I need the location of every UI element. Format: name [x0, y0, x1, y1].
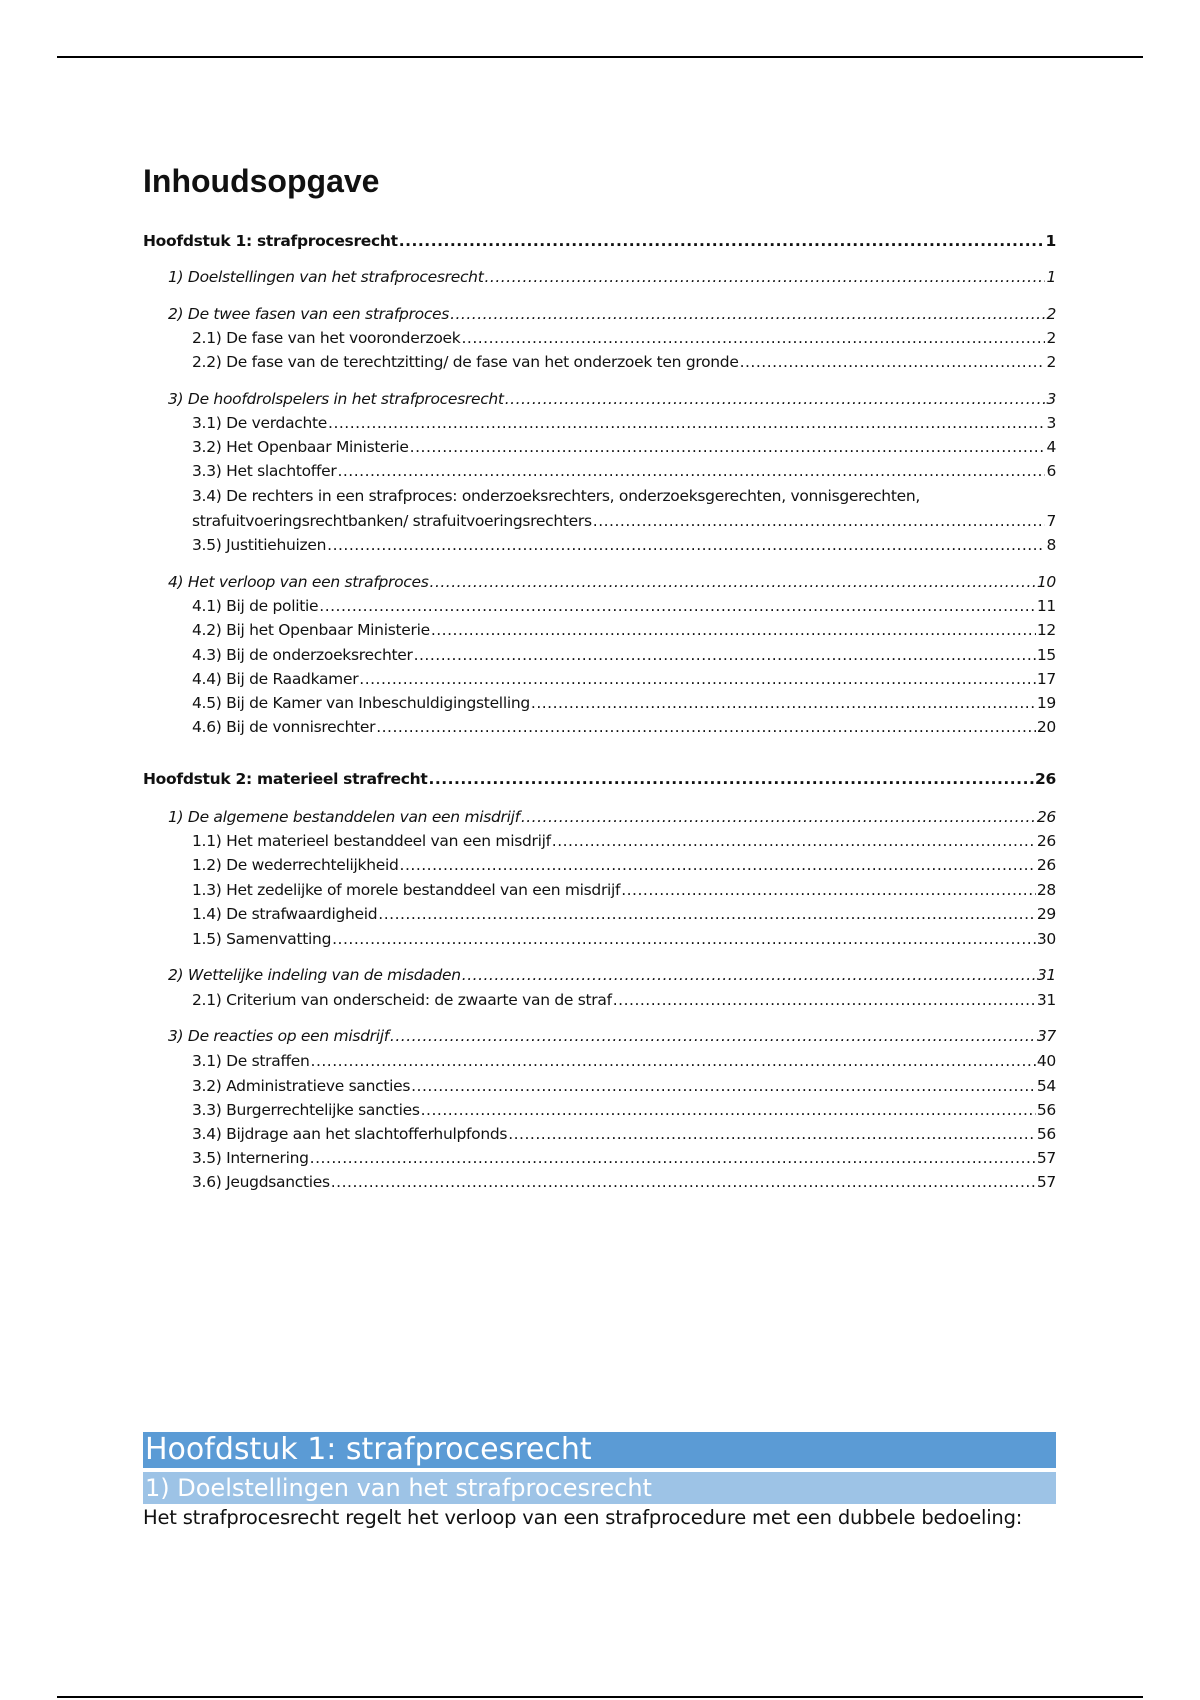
- toc-entry[interactable]: 3.5) Internering ..... 57: [143, 1149, 1056, 1167]
- header-rule: [57, 56, 1143, 58]
- toc-entry[interactable]: 2) Wettelijke indeling van de misdaden ..... 31: [143, 966, 1056, 984]
- toc-entry[interactable]: 3.5) Justitiehuizen ..... 8: [143, 536, 1056, 554]
- toc-entry[interactable]: 3) De reacties op een misdrijf ..... 37: [143, 1027, 1056, 1045]
- toc-entry[interactable]: 3.3) Burgerrechtelijke sancties ..... 56: [143, 1101, 1056, 1119]
- toc-entry[interactable]: strafuitvoeringsrechtbanken/ strafuitvoeringsrechters ..... 7: [143, 512, 1056, 530]
- toc-entry[interactable]: 2.1) Criterium van onderscheid: de zwaarte van de straf ..... 31: [143, 991, 1056, 1009]
- section-heading: 1) Doelstellingen van het strafprocesrecht: [143, 1472, 1056, 1504]
- toc-entry[interactable]: 3) De hoofdrolspelers in het strafprocesrecht ..... 3: [143, 390, 1056, 408]
- toc-entry[interactable]: 1.3) Het zedelijke of morele bestanddeel van een misdrijf ..... 28: [143, 881, 1056, 899]
- toc-entry-chapter-1[interactable]: Hoofdstuk 1: strafprocesrecht ..... 1: [143, 232, 1056, 250]
- toc-entry[interactable]: 3.2) Administratieve sancties ..... 54: [143, 1077, 1056, 1095]
- toc-entry[interactable]: 3.1) De verdachte ..... 3: [143, 414, 1056, 432]
- toc-entry[interactable]: 1) Doelstellingen van het strafprocesrecht ..... 1: [143, 268, 1056, 286]
- toc-entry[interactable]: 2.1) De fase van het vooronderzoek ..... 2: [143, 329, 1056, 347]
- toc-entry[interactable]: 4.3) Bij de onderzoeksrechter ..... 15: [143, 646, 1056, 664]
- toc-entry[interactable]: 3.1) De straffen ..... 40: [143, 1052, 1056, 1070]
- toc-entry[interactable]: 1.2) De wederrechtelijkheid ..... 26: [143, 856, 1056, 874]
- toc-entry[interactable]: 3.3) Het slachtoffer ..... 6: [143, 462, 1056, 480]
- toc-entry[interactable]: 2.2) De fase van de terechtzitting/ de fase van het onderzoek ten gronde ..... 2: [143, 353, 1056, 371]
- toc-entry[interactable]: 3.2) Het Openbaar Ministerie ..... 4: [143, 438, 1056, 456]
- toc-entry[interactable]: 4.1) Bij de politie ..... 11: [143, 597, 1056, 615]
- toc-entry[interactable]: 1.1) Het materieel bestanddeel van een misdrijf ..... 26: [143, 832, 1056, 850]
- toc-entry[interactable]: 1) De algemene bestanddelen van een misdrijf ..... 26: [143, 808, 1056, 826]
- toc-entry[interactable]: 4.5) Bij de Kamer van Inbeschuldigingstelling ..... 19: [143, 694, 1056, 712]
- toc-entry[interactable]: 4.2) Bij het Openbaar Ministerie ..... 12: [143, 621, 1056, 639]
- toc-entry[interactable]: 4.6) Bij de vonnisrechter ..... 20: [143, 718, 1056, 736]
- toc-title: Inhoudsopgave: [143, 163, 380, 199]
- toc-entry[interactable]: 3.4) Bijdrage aan het slachtofferhulpfonds ..... 56: [143, 1125, 1056, 1143]
- toc-entry[interactable]: 2) De twee fasen van een strafproces ..... 2: [143, 305, 1056, 323]
- toc-entry-first-line[interactable]: 3.4) De rechters in een strafproces: onderzoeksrechters, onderzoeksgerechten, vonnisgerechten,: [192, 487, 920, 505]
- toc-entry[interactable]: 3.6) Jeugdsancties ..... 57: [143, 1173, 1056, 1191]
- chapter-heading: Hoofdstuk 1: strafprocesrecht: [143, 1432, 1056, 1468]
- toc-entry[interactable]: 4) Het verloop van een strafproces ..... 10: [143, 573, 1056, 591]
- footer-rule: [57, 1696, 1143, 1698]
- toc-entry[interactable]: 1.4) De strafwaardigheid ..... 29: [143, 905, 1056, 923]
- toc-entry[interactable]: 1.5) Samenvatting ..... 30: [143, 930, 1056, 948]
- toc-entry[interactable]: 4.4) Bij de Raadkamer ..... 17: [143, 670, 1056, 688]
- body-paragraph: Het strafprocesrecht regelt het verloop van een strafprocedure met een dubbele bedoeling:: [143, 1506, 1023, 1529]
- toc-entry-chapter-2[interactable]: Hoofdstuk 2: materieel strafrecht ..... 26: [143, 770, 1056, 788]
